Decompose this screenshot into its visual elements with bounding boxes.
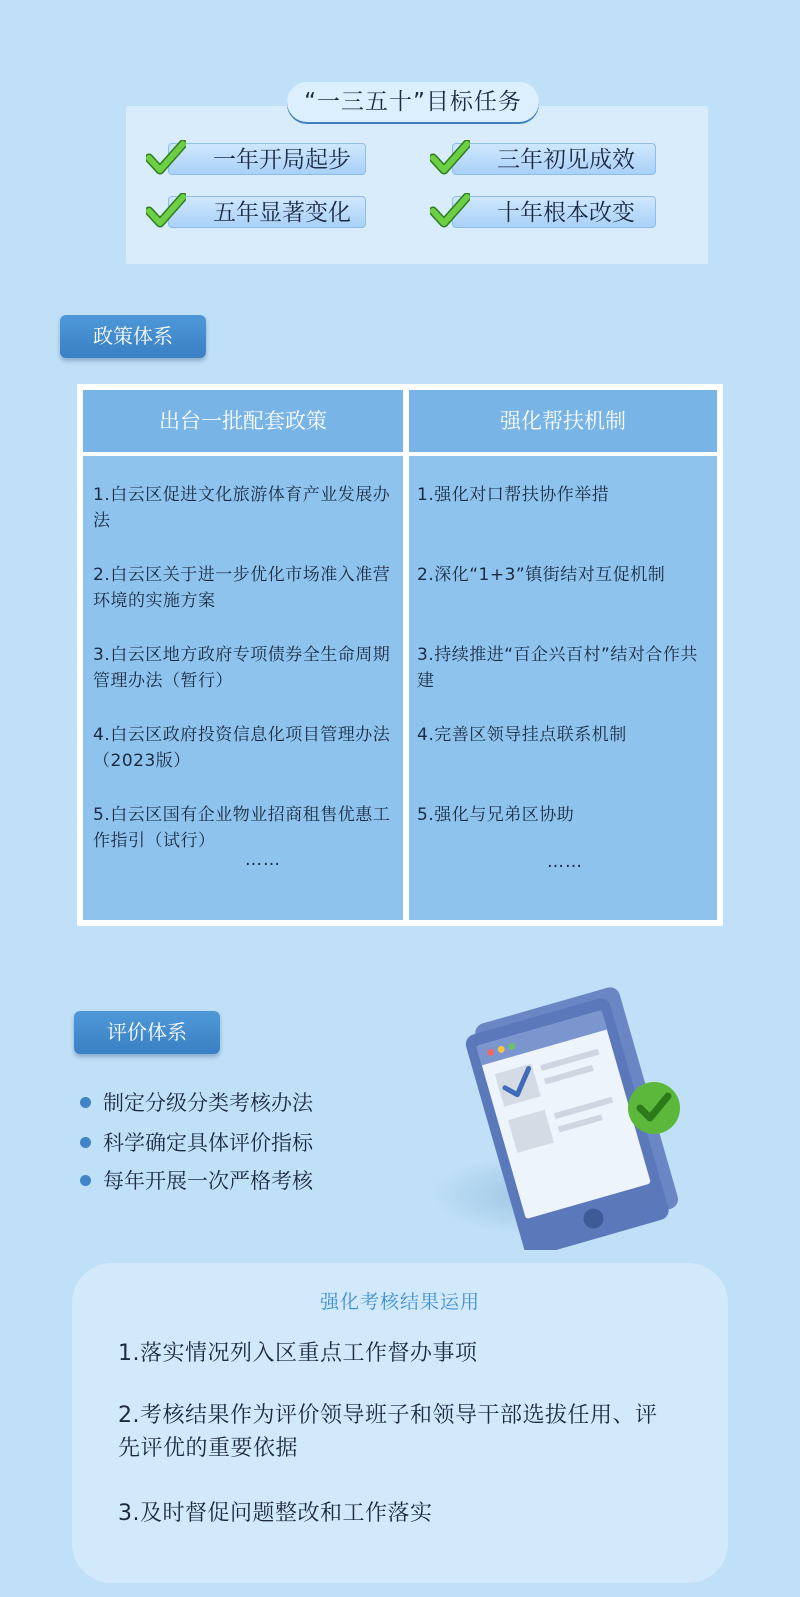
policy-item: 4.白云区政府投资信息化项目管理办法（2023版） [93, 725, 391, 771]
bullet-dot-icon [80, 1175, 91, 1186]
evaluation-section-tag: 评价体系 [74, 1011, 220, 1054]
goal-item-4 [452, 196, 656, 228]
check-icon [146, 193, 186, 229]
evaluation-bullet [80, 1088, 313, 1118]
bullet-dot-icon [80, 1097, 91, 1108]
goal-item-3 [168, 196, 366, 228]
support-ellipsis: …… [547, 852, 583, 872]
goal-item-label: 一年开局起步 [213, 147, 351, 173]
policy-ellipsis: …… [245, 850, 281, 870]
checklist-phone-illustration [430, 980, 720, 1250]
result-item: 2.考核结果作为评价领导班子和领导干部选拔任用、评先评优的重要依据 [118, 1403, 658, 1461]
results-panel [72, 1263, 728, 1583]
results-title: 强化考核结果运用 [319, 1291, 480, 1313]
result-item: 1.落实情况列入区重点工作督办事项 [118, 1341, 478, 1366]
support-item: 4.完善区领导挂点联系机制 [417, 725, 627, 745]
evaluation-bullet-text: 每年开展一次严格考核 [103, 1169, 313, 1193]
evaluation-bullet-text: 制定分级分类考核办法 [103, 1091, 313, 1115]
policy-column-right [409, 456, 717, 920]
goal-item-2 [452, 143, 656, 175]
policy-table [77, 384, 723, 926]
bullet-dot-icon [80, 1137, 91, 1148]
support-item: 2.深化“1+3”镇街结对互促机制 [417, 565, 666, 585]
policy-section-tag: 政策体系 [60, 315, 206, 358]
check-icon [146, 140, 186, 176]
evaluation-bullet [80, 1128, 313, 1158]
policy-column-left [83, 456, 403, 920]
evaluation-bullet-text: 科学确定具体评价指标 [103, 1131, 313, 1155]
policy-item: 1.白云区促进文化旅游体育产业发展办法 [93, 485, 391, 531]
result-item: 3.及时督促问题整改和工作落实 [118, 1501, 433, 1526]
support-item: 1.强化对口帮扶协作举措 [417, 485, 610, 505]
goals-title: “一三五十”目标任务 [287, 82, 539, 122]
policy-column-header-left: 出台一批配套政策 [83, 390, 403, 452]
evaluation-bullet [80, 1166, 313, 1196]
policy-item: 2.白云区关于进一步优化市场准入准营环境的实施方案 [93, 565, 391, 611]
check-icon [430, 140, 470, 176]
support-item: 5.强化与兄弟区协助 [417, 805, 575, 825]
policy-column-header-right: 强化帮扶机制 [409, 390, 717, 452]
goal-item-label: 三年初见成效 [497, 147, 635, 173]
goal-item-label: 五年显著变化 [213, 200, 351, 226]
goals-panel [126, 106, 708, 264]
policy-item: 3.白云区地方政府专项债券全生命周期管理办法（暂行） [93, 645, 391, 691]
goal-item-label: 十年根本改变 [497, 200, 635, 226]
policy-item: 5.白云区国有企业物业招商租售优惠工作指引（试行） [93, 805, 391, 851]
check-icon [430, 193, 470, 229]
goal-item-1 [168, 143, 366, 175]
support-item: 3.持续推进“百企兴百村”结对合作共建 [417, 645, 698, 691]
